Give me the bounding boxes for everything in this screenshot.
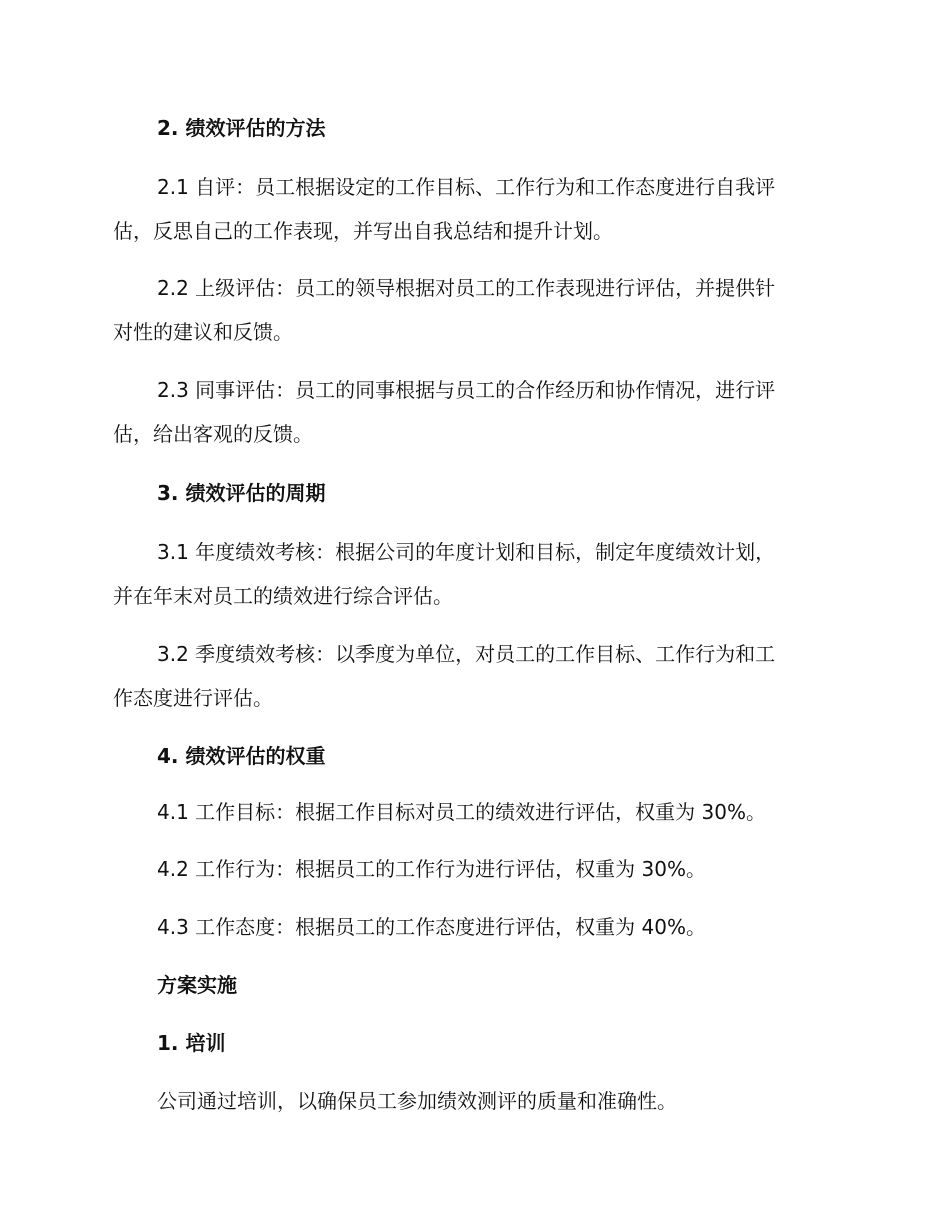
paragraph-2-2-line-1: 2.2 上级评估：员工的领导根据对员工的工作表现进行评估，并提供针: [157, 276, 776, 300]
section-heading-methods: 2. 绩效评估的方法: [157, 116, 326, 140]
paragraph-2-2-line-2: 对性的建议和反馈。: [113, 320, 293, 344]
paragraph-3-2-line-1: 3.2 季度绩效考核：以季度为单位，对员工的工作目标、工作行为和工: [157, 642, 776, 666]
implementation-heading: 方案实施: [157, 973, 237, 997]
weight-item-work-behavior: 4.2 工作行为：根据员工的工作行为进行评估，权重为 30%。: [157, 857, 706, 881]
section-heading-cycle: 3. 绩效评估的周期: [157, 481, 326, 505]
paragraph-3-2-line-2: 作态度进行评估。: [113, 686, 273, 710]
section-heading-weights: 4. 绩效评估的权重: [157, 744, 326, 768]
paragraph-2-1-line-1: 2.1 自评：员工根据设定的工作目标、工作行为和工作态度进行自我评: [157, 175, 776, 199]
paragraph-2-1-line-2: 估，反思自己的工作表现，并写出自我总结和提升计划。: [113, 219, 613, 243]
paragraph-2-3-line-2: 估，给出客观的反馈。: [113, 422, 313, 446]
paragraph-3-1-line-1: 3.1 年度绩效考核：根据公司的年度计划和目标，制定年度绩效计划，: [157, 540, 776, 564]
paragraph-3-1-line-2: 并在年末对员工的绩效进行综合评估。: [113, 584, 453, 608]
weight-item-work-attitude: 4.3 工作态度：根据员工的工作态度进行评估，权重为 40%。: [157, 915, 706, 939]
weight-item-work-goals: 4.1 工作目标：根据工作目标对员工的绩效进行评估，权重为 30%。: [157, 800, 766, 824]
implementation-training-heading: 1. 培训: [157, 1031, 226, 1055]
implementation-training-text: 公司通过培训，以确保员工参加绩效测评的质量和准确性。: [157, 1089, 677, 1113]
paragraph-2-3-line-1: 2.3 同事评估：员工的同事根据与员工的合作经历和协作情况，进行评: [157, 378, 776, 402]
